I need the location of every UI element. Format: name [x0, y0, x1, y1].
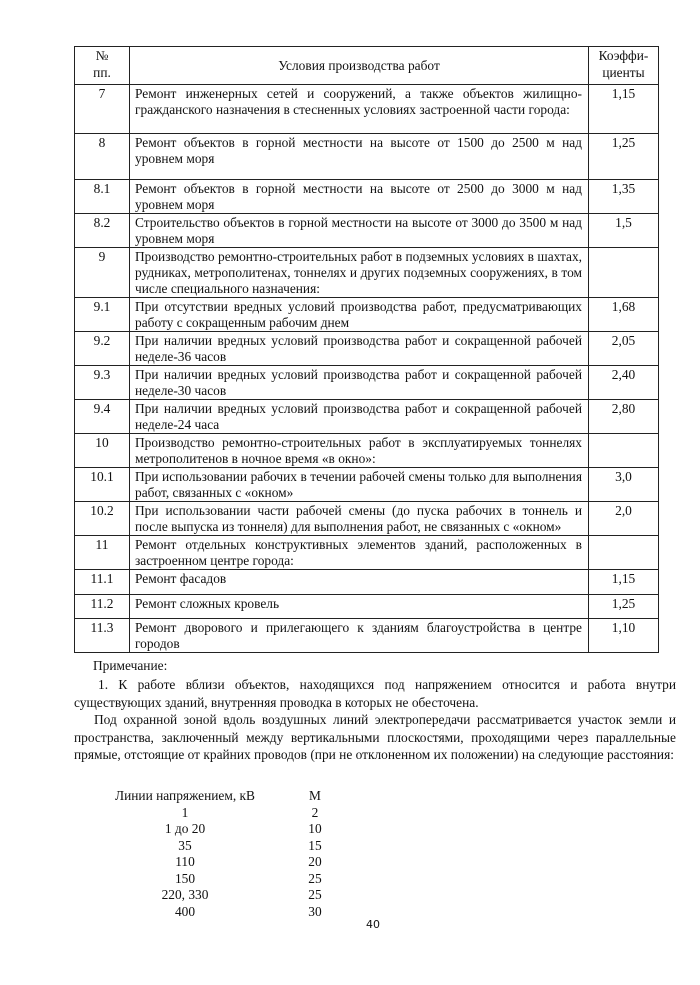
- row-text: При отсутствии вредных условий производства работ, предусматривающих работу с сокращенным рабочим днем: [130, 298, 589, 332]
- row-text: При наличии вредных условий производства работ и сокращенной рабочей неделе-24 часа: [130, 400, 589, 434]
- note-paragraph-2: Под охранной зоной вдоль воздушных линий электропередачи рассматривается участок земли и пространства, заключенный между вертикальными плоскостями, проходящими через параллельные прямые, отстоящие от крайних проводов (при не отклоненном их положении) на следующие расстояния:: [74, 712, 676, 762]
- voltage-row: [100, 904, 360, 921]
- distance-header: М: [309, 788, 321, 803]
- row-coef: [589, 248, 659, 298]
- row-text: При использовании рабочих в течении рабочей смены только для выполнения работ, связанных с «окном»: [130, 468, 589, 502]
- row-num: 9.1: [75, 298, 130, 332]
- row-coef: 1,25: [589, 134, 659, 180]
- row-num: 10.1: [75, 468, 130, 502]
- row-coef: 2,05: [589, 332, 659, 366]
- table-row: [75, 180, 659, 214]
- table-row: [75, 595, 659, 619]
- voltage-row: [100, 821, 360, 838]
- table-row: [75, 214, 659, 248]
- voltage-row: [100, 805, 360, 822]
- table-row: [75, 434, 659, 468]
- row-text: Ремонт сложных кровель: [130, 595, 589, 619]
- voltage-value: 1 до 20: [164, 821, 206, 836]
- row-text: Ремонт инженерных сетей и сооружений, а также объектов жилищно-гражданского назначения в стесненных условиях застроенной части города:: [130, 85, 589, 134]
- row-text: Ремонт объектов в горной местности на высоте от 1500 до 2500 м над уровнем моря: [130, 134, 589, 180]
- row-text: Производство ремонтно-строительных работ в подземных условиях в шахтах, рудниках, метрополитенах, тоннелях и других подземных сооружениях, в том числе специального назначения:: [130, 248, 589, 298]
- row-text: При использовании части рабочей смены (до пуска рабочих в тоннель и после выпуска из тоннеля) для выполнения работ, не связанных с «окном»: [130, 502, 589, 536]
- voltage-value: 220, 330: [161, 887, 209, 902]
- row-num: 7: [75, 85, 130, 134]
- row-text: Производство ремонтно-строительных работ в эксплуатируемых тоннелях метрополитенов в ночное время «в окно»:: [130, 434, 589, 468]
- voltage-row: [100, 871, 360, 888]
- voltage-value: 400: [174, 903, 196, 919]
- row-text: Строительство объектов в горной местности на высоте от 3000 до 3500 м над уровнем моря: [130, 214, 589, 248]
- distance-value: 25: [308, 887, 322, 902]
- voltage-header: Линии напряжением, кВ: [115, 788, 255, 803]
- header-coef: Коэффи- циенты: [589, 47, 659, 85]
- table-header-row: [75, 47, 659, 85]
- row-text: Ремонт фасадов: [130, 570, 589, 595]
- row-coef: 2,40: [589, 366, 659, 400]
- row-num: 10.2: [75, 502, 130, 536]
- row-coef: 1,15: [589, 570, 659, 595]
- row-num: 10: [75, 434, 130, 468]
- table-row: [75, 536, 659, 570]
- table-row: [75, 619, 659, 653]
- table-row: [75, 134, 659, 180]
- row-num: 8.1: [75, 180, 130, 214]
- row-coef: 1,10: [589, 619, 659, 653]
- voltage-value: 1: [181, 804, 189, 820]
- table-row: [75, 468, 659, 502]
- voltage-row: [100, 854, 360, 871]
- voltage-distance-table: [100, 788, 360, 920]
- row-coef: [589, 536, 659, 570]
- row-coef: 1,5: [589, 214, 659, 248]
- row-text: Ремонт отдельных конструктивных элементов зданий, расположенных в застроенном центре города:: [130, 536, 589, 570]
- row-coef: 1,25: [589, 595, 659, 619]
- row-text: Ремонт дворового и прилегающего к зданиям благоустройства в центре городов: [130, 619, 589, 653]
- distance-value: 30: [308, 903, 322, 919]
- voltage-row: [100, 838, 360, 855]
- distance-value: 20: [308, 854, 322, 869]
- row-num: 8: [75, 134, 130, 180]
- header-conditions: Условия производства работ: [130, 47, 589, 85]
- row-coef: 1,15: [589, 85, 659, 134]
- distance-value: 2: [311, 804, 319, 820]
- note-title: Примечание:: [93, 658, 168, 673]
- coefficients-table: [74, 46, 659, 653]
- row-num: 9.3: [75, 366, 130, 400]
- page-number: 40: [366, 918, 380, 931]
- row-text: Ремонт объектов в горной местности на высоте от 2500 до 3000 м над уровнем моря: [130, 180, 589, 214]
- voltage-header-row: [100, 788, 360, 805]
- table-row: [75, 366, 659, 400]
- table-row: [75, 248, 659, 298]
- distance-value: 25: [308, 870, 322, 886]
- distance-value: 15: [308, 837, 322, 853]
- row-num: 8.2: [75, 214, 130, 248]
- row-num: 9.4: [75, 400, 130, 434]
- row-text: При наличии вредных условий производства работ и сокращенной рабочей неделе-36 часов: [130, 332, 589, 366]
- row-num: 9: [75, 248, 130, 298]
- voltage-value: 35: [178, 837, 192, 853]
- row-num: 11: [75, 536, 130, 570]
- note-paragraph-1: 1. К работе вблизи объектов, находящихся под напряжением относится и работа внутри существующих зданий, внутренняя проводка в которых не обесточена.: [74, 677, 676, 710]
- row-num: 11.1: [75, 570, 130, 595]
- row-coef: 1,35: [589, 180, 659, 214]
- table-row: [75, 332, 659, 366]
- row-coef: 2,80: [589, 400, 659, 434]
- row-num: 11.3: [75, 619, 130, 653]
- table-row: [75, 502, 659, 536]
- voltage-value: 110: [175, 854, 195, 869]
- row-coef: [589, 434, 659, 468]
- table-row: [75, 298, 659, 332]
- voltage-row: [100, 887, 360, 904]
- row-coef: 1,68: [589, 298, 659, 332]
- row-coef: 2,0: [589, 502, 659, 536]
- row-coef: 3,0: [589, 468, 659, 502]
- row-num: 9.2: [75, 332, 130, 366]
- table-row: [75, 85, 659, 134]
- row-text: При наличии вредных условий производства работ и сокращенной рабочей неделе-30 часов: [130, 366, 589, 400]
- row-num: 11.2: [75, 595, 130, 619]
- table-row: [75, 570, 659, 595]
- header-num: № пп.: [75, 47, 130, 85]
- voltage-value: 150: [174, 870, 196, 886]
- table-row: [75, 400, 659, 434]
- distance-value: 10: [308, 821, 322, 836]
